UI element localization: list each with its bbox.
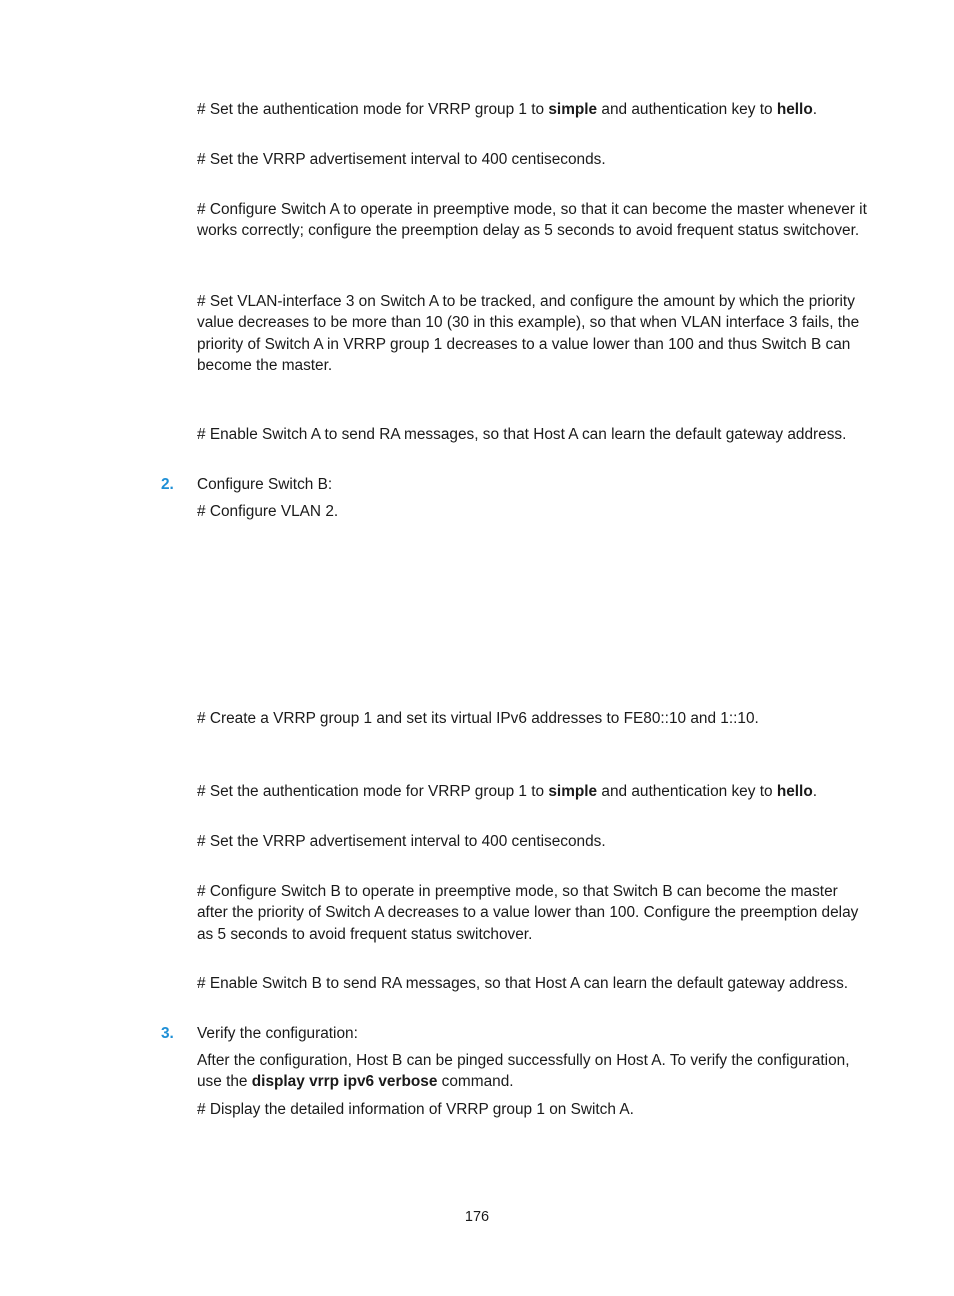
page-number: 176	[464, 1209, 490, 1225]
preemptive-paragraph-b: # Configure Switch B to operate in preemptive mode, so that Switch B can become the master after the priority of Switch A decreases to a value lower than 100. Configure the preemption delay as 5 seconds to avoid frequent status switchover.	[197, 883, 859, 943]
adv-interval-paragraph-a: # Set the VRRP advertisement interval to 400 centiseconds.	[197, 151, 606, 168]
list-number-3: 3.	[161, 1025, 174, 1042]
adv-interval-paragraph-b: # Set the VRRP advertisement interval to 400 centiseconds.	[197, 833, 606, 850]
preemptive-paragraph-a: # Configure Switch A to operate in preemptive mode, so that it can become the master whenever it works correctly; configure the preemption delay as 5 seconds to avoid frequent status switchover.	[197, 201, 867, 240]
track-paragraph-a: # Set VLAN-interface 3 on Switch A to be tracked, and configure the amount by which the priority value decreases to be more than 10 (30 in this example), so that when VLAN interface 3 fails, the priority of Switch A in VRRP group 1 decreases to a value lower than 100 and thus Switch B can become the master.	[197, 293, 860, 374]
list-item-verify-configuration: Verify the configuration:	[197, 1025, 358, 1042]
list-number-2: 2.	[161, 476, 174, 493]
configure-vlan-paragraph: # Configure VLAN 2.	[197, 503, 339, 520]
auth-mode-paragraph-a: # Set the authentication mode for VRRP group 1 to simple and authentication key to hello.	[197, 101, 818, 118]
ra-paragraph-b: # Enable Switch B to send RA messages, so that Host A can learn the default gateway address.	[197, 975, 849, 992]
create-vrrp-paragraph: # Create a VRRP group 1 and set its virtual IPv6 addresses to FE80::10 and 1::10.	[197, 710, 759, 727]
list-item-configure-switch-b: Configure Switch B:	[197, 476, 333, 493]
verify-paragraph: After the configuration, Host B can be pinged successfully on Host A. To verify the configuration, use the display vrrp ipv6 verbose command.	[197, 1052, 850, 1091]
auth-mode-paragraph-b: # Set the authentication mode for VRRP group 1 to simple and authentication key to hello.	[197, 783, 818, 800]
ra-paragraph-a: # Enable Switch A to send RA messages, so that Host A can learn the default gateway address.	[197, 426, 847, 443]
display-info-paragraph: # Display the detailed information of VRRP group 1 on Switch A.	[197, 1101, 634, 1118]
